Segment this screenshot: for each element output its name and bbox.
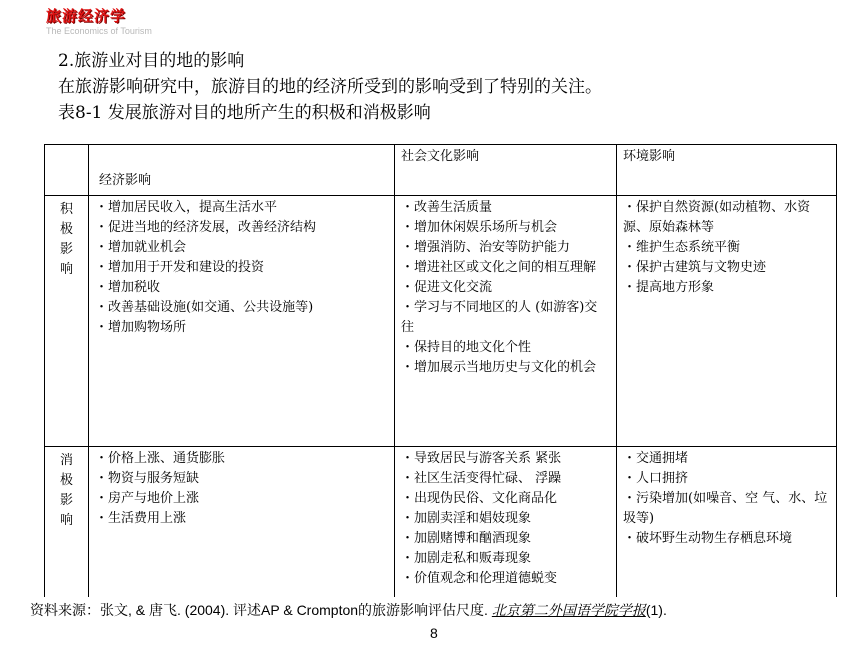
row-label-char: 极: [59, 473, 73, 488]
table-caption: 表8-1 发展旅游对目的地所产生的积极和消极影响: [58, 103, 431, 123]
row-label-positive: [45, 196, 89, 447]
row-label-char: 积: [59, 202, 73, 217]
source-prefix: 资料来源：张文, & 唐飞. (2004). 评述AP & Crompton的旅游影响评估尺度.: [30, 602, 492, 618]
source-suffix: (1).: [645, 602, 667, 618]
row-label-char: 影: [59, 242, 73, 257]
list-item: ・保护自然资源(如动植物、水资源、原始森林等: [623, 200, 811, 235]
row-label-char: 响: [59, 262, 73, 277]
source-citation: [30, 600, 667, 620]
list-item: ・保护古建筑与文物史迹: [623, 260, 767, 275]
table-row-negative: [45, 447, 837, 598]
list-item: ・促进文化交流: [401, 280, 493, 295]
list-item: ・价格上涨、通货膨胀: [95, 451, 226, 466]
cell-negative-economic: [89, 447, 395, 598]
list-item: ・维护生态系统平衡: [623, 240, 741, 255]
list-item: ・物资与服务短缺: [95, 471, 200, 486]
list-item: ・增加用于开发和建设的投资: [95, 260, 265, 275]
list-item: ・增加休闲娱乐场所与机会: [401, 220, 558, 235]
page-number: 8: [430, 625, 438, 641]
row-label-char: 影: [59, 493, 73, 508]
list-item: ・学习与不同地区的人 (如游客)交往: [401, 300, 598, 335]
list-item: ・增加税收: [95, 280, 161, 295]
cell-negative-social: [395, 447, 617, 598]
cell-negative-environment: [617, 447, 837, 598]
header-corner: [45, 145, 89, 196]
header-economic: 经济影响: [89, 145, 395, 196]
list-item: ・污染增加(如噪音、空 气、水、垃圾等): [623, 491, 828, 526]
list-item: ・社区生活变得忙碌、 浮躁: [401, 471, 562, 486]
cell-positive-social: [395, 196, 617, 447]
list-item: ・破坏野生动物生存栖息环境: [623, 531, 793, 546]
list-item: ・加剧走私和贩毒现象: [401, 551, 532, 566]
list-item: ・增进社区或文化之间的相互理解: [401, 260, 597, 275]
list-item: ・提高地方形象: [623, 280, 715, 295]
list-item: ・增加购物场所: [95, 320, 187, 335]
logo: [46, 8, 156, 42]
list-item: ・加剧卖淫和娼妓现象: [401, 511, 532, 526]
logo-subtitle: The Economics of Tourism: [46, 26, 152, 36]
list-item: ・增加就业机会: [95, 240, 187, 255]
logo-title: 旅游经济学: [46, 7, 127, 25]
section-heading: 2.旅游业对目的地的影响: [58, 51, 245, 71]
source-journal: 北京第二外国语学院学报: [491, 603, 646, 619]
list-item: ・改善生活质量: [401, 200, 493, 215]
list-item: ・房产与地价上涨: [95, 491, 200, 506]
row-label-char: 极: [59, 222, 73, 237]
list-item: ・增加居民收入，提高生活水平: [95, 200, 278, 215]
list-item: ・导致居民与游客关系 紧张: [401, 451, 562, 466]
table-header-row: [45, 145, 837, 196]
header-social: 社会文化影响: [395, 145, 617, 196]
impact-table: [44, 144, 837, 597]
list-item: ・生活费用上涨: [95, 511, 187, 526]
list-item: ・增强消防、治安等防护能力: [401, 240, 571, 255]
row-label-negative: [45, 447, 89, 598]
cell-positive-economic: [89, 196, 395, 447]
row-label-char: 消: [59, 453, 73, 468]
header-environment: 环境影响: [617, 145, 837, 196]
table-row-positive: [45, 196, 837, 447]
list-item: ・改善基础设施(如交通、公共设施等): [95, 300, 314, 315]
cell-positive-environment: [617, 196, 837, 447]
list-item: ・价值观念和伦理道德蜕变: [401, 571, 558, 586]
list-item: ・交通拥堵: [623, 451, 689, 466]
row-label-char: 响: [59, 513, 73, 528]
list-item: ・保持目的地文化个性: [401, 340, 532, 355]
list-item: ・增加展示当地历史与文化的机会: [401, 360, 597, 375]
list-item: ・出现伪民俗、文化商品化: [401, 491, 558, 506]
list-item: ・促进当地的经济发展，改善经济结构: [95, 220, 317, 235]
list-item: ・人口拥挤: [623, 471, 689, 486]
list-item: ・加剧赌博和酗酒现象: [401, 531, 532, 546]
intro-text: 在旅游影响研究中，旅游目的地的经济所受到的影响受到了特别的关注。: [58, 77, 602, 97]
